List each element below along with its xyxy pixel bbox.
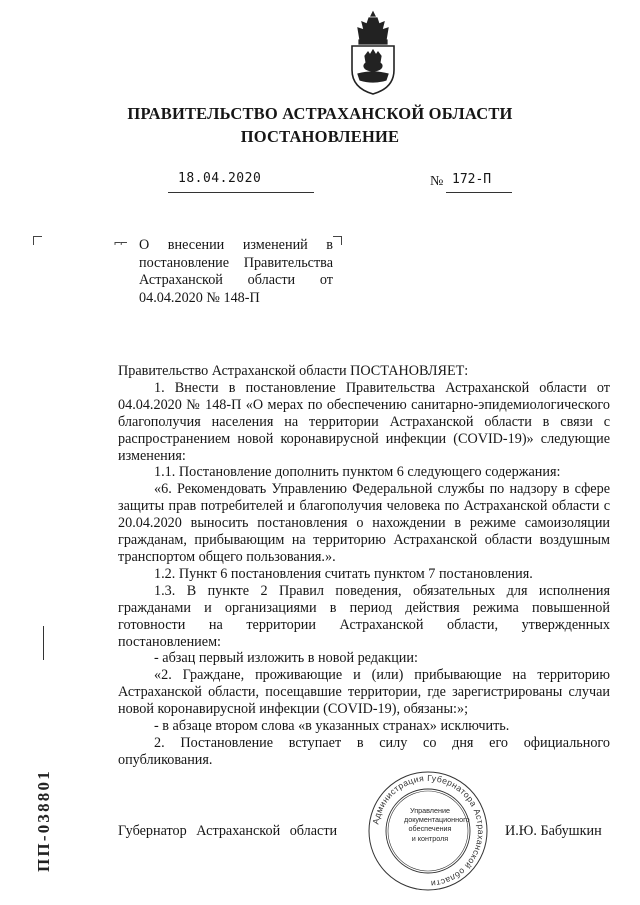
subject-corner-mark-right [333,236,342,245]
body-paragraph: «6. Рекомендовать Управлению Федеральной службы по надзору в сфере защиты прав потребителей и благополучия человека по Астраханской области с 20.04.2020 выносить постановления о нахождении в режиме самоизоляции гражданам, прибывающим на территорию Астраханской области воздушным транспортом общего пользования.». [118,481,610,565]
signatory-position: Губернатор Астраханской области [118,823,338,839]
document-number: 172-П [452,172,492,187]
subject-corner-mark-mid: ⌐⌐ [114,236,127,250]
number-sign: № [430,174,444,189]
margin-line [43,626,44,660]
subject-corner-mark-left [33,236,42,245]
svg-text:ПП-038801: ПП-038801 [34,769,53,872]
body-paragraph: - абзац первый изложить в новой редакции: [154,650,418,667]
stamp-inner-text [404,806,470,843]
document-subject: О внесении изменений в постановление Правительства Астраханской области от 04.04.2020 № 148-П [139,237,333,306]
body-paragraph: 2. Постановление вступает в силу со дня его официального опубликования. [118,734,610,768]
document-body [118,363,610,769]
stamp-inner-line: Управление [410,806,450,815]
body-paragraph: 1.2. Пункт 6 постановления считать пунктом 7 постановления. [154,565,533,582]
document-authority-title: ПРАВИТЕЛЬСТВО АСТРАХАНСКОЙ ОБЛАСТИ [127,104,513,123]
stamp-inner-line: и контроля [411,833,449,843]
stamp-inner-line: документационного [404,815,470,825]
registration-code [33,716,55,874]
body-paragraph: 1. Внести в постановление Правительства Астраханской области от 04.04.2020 № 148-П «О мерах по обеспечению санитарно-эпидемиологического благополучия населения на территории Астраханской области в связи с распространением новой коронавирусной инфекции (COVID-19)» следующие изменения: [118,379,610,464]
signatory-name: И.Ю. Бабушкин [505,823,602,839]
body-paragraph: - в абзаце втором слова «в указанных странах» исключить. [154,718,510,735]
stamp-inner-line: обеспечения [408,824,452,834]
document-type-title: ПОСТАНОВЛЕНИЕ [240,127,400,146]
body-paragraph: Правительство Астраханской области ПОСТАНОВЛЯЕТ: [118,363,469,379]
document-date: 18.04.2020 [178,171,262,186]
stamp-ring-text: Администрация Губернатора Астраханской области [370,772,487,889]
body-paragraph: «2. Граждане, проживающие и (или) прибывающие на территорию Астраханской области, посещавшие территории, где зарегистрированы случаи новой коронавирусной инфекции (COVID-19), обязаны:»; [118,667,610,718]
body-paragraph: 1.1. Постановление дополнить пунктом 6 следующего содержания: [154,464,561,481]
coat-of-arms-emblem [348,10,398,96]
body-paragraph: 1.3. В пункте 2 Правил поведения, обязательных для исполнения гражданами и организациями в период действия режима повышенной готовности на территории Астраханской области, утвержденных постановлением: [118,582,610,650]
